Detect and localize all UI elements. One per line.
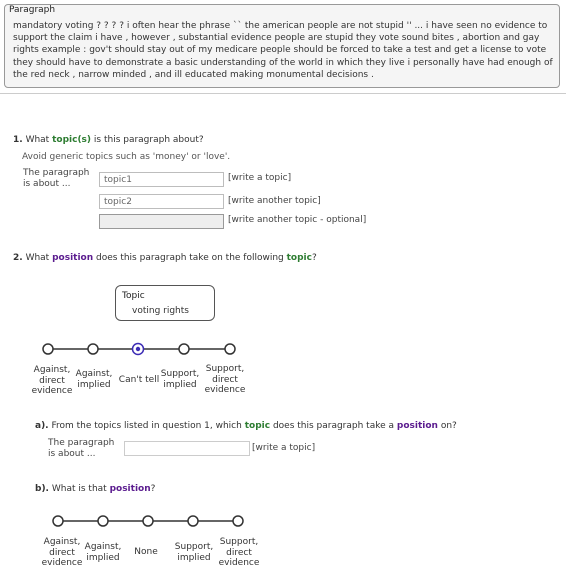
position-b-radio-0[interactable] bbox=[53, 516, 63, 526]
scale-option-label-1: Against, implied bbox=[75, 369, 113, 390]
section-divider bbox=[0, 93, 566, 94]
scale-option-label-4: Support, direct evidence bbox=[204, 364, 246, 395]
topic-box bbox=[115, 285, 215, 321]
scale-option-label-2: Can't tell bbox=[118, 375, 160, 385]
selected-dot bbox=[136, 347, 140, 351]
q1-field-label: The paragraph is about ... bbox=[23, 168, 90, 189]
question-2b-title: b). What is that position? bbox=[35, 484, 156, 494]
topic-keyword: topic(s) bbox=[52, 135, 92, 145]
q2a-field-label: The paragraph is about ... bbox=[48, 438, 115, 459]
scale-option-label-3: Support, implied bbox=[160, 369, 200, 390]
question-2a-title: a). From the topics listed in question 1, which topic does this paragraph take a position on? bbox=[35, 421, 457, 431]
scale-b-option-label-3: Support, implied bbox=[174, 542, 214, 563]
topic-3-input[interactable] bbox=[99, 214, 224, 229]
question-1-title: 1. What topic(s) is this paragraph about? bbox=[13, 135, 204, 145]
position-b-radio-3[interactable] bbox=[188, 516, 198, 526]
scale-b-option-label-2: None bbox=[134, 547, 158, 557]
position-b-radio-2[interactable] bbox=[143, 516, 153, 526]
position-scale bbox=[0, 335, 300, 365]
position-radio-3[interactable] bbox=[179, 344, 189, 354]
position-scale-b bbox=[0, 508, 300, 538]
position-b-radio-1[interactable] bbox=[98, 516, 108, 526]
topic-2-note: [write another topic] bbox=[228, 196, 321, 206]
topic-2-input[interactable] bbox=[99, 194, 224, 209]
position-radio-4[interactable] bbox=[225, 344, 235, 354]
topic-3-note: [write another topic - optional] bbox=[228, 215, 367, 225]
scale-b-option-label-0: Against, direct evidence bbox=[41, 537, 83, 568]
question-1-hint: Avoid generic topics such as 'money' or 'love'. bbox=[22, 152, 231, 162]
position-radio-0[interactable] bbox=[43, 344, 53, 354]
position-topic-input[interactable] bbox=[124, 441, 250, 456]
position-radio-1[interactable] bbox=[88, 344, 98, 354]
paragraph-text: mandatory voting ? ? ? ? i often hear the phrase `` the american people are not stupid '' ... i have seen no evidence to support the claim i have , however , substantial evidence people are stupid they vote sound bites , abortion and gay rights example : gov't should stay out of my medicare people should be forced to take a test and get a license to vote they should have to demonstrate a basic understanding of the world in which they live i personally have had enough of the red neck , narrow minded , and ill educated making monumental decisions . bbox=[13, 21, 553, 80]
scale-b-option-label-4: Support, direct evidence bbox=[218, 537, 260, 568]
topic-1-note: [write a topic] bbox=[228, 173, 292, 183]
scale-option-label-0: Against, direct evidence bbox=[31, 365, 73, 396]
topic-box-value: voting rights bbox=[132, 306, 189, 316]
position-topic-note: [write a topic] bbox=[252, 443, 316, 453]
question-2-title: 2. What position does this paragraph take on the following topic? bbox=[13, 253, 317, 263]
topic-1-input[interactable] bbox=[99, 172, 224, 187]
position-b-radio-4[interactable] bbox=[233, 516, 243, 526]
scale-b-option-label-1: Against, implied bbox=[84, 542, 122, 563]
topic-box-label: Topic bbox=[122, 291, 145, 301]
paragraph-title: Paragraph bbox=[9, 5, 56, 15]
